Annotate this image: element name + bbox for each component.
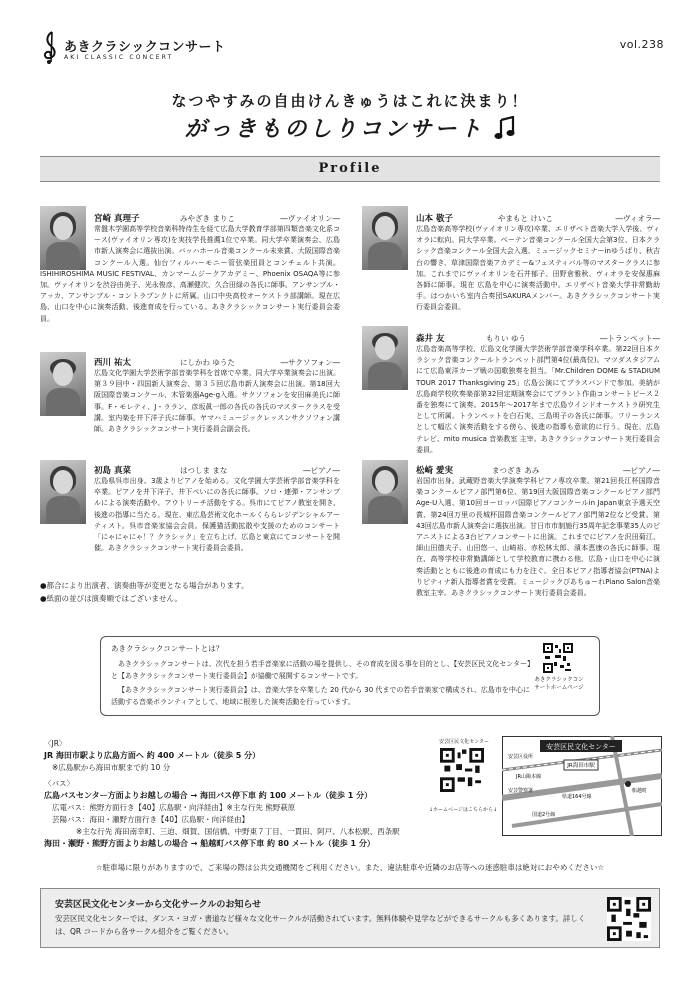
- access-jr-label: 〈JR〉: [44, 739, 67, 748]
- map-qr-caption: 安芸区民文化センター: [439, 739, 489, 745]
- performer-instrument: ―ピアノ―: [303, 466, 340, 475]
- performer-name: 山本 敬子: [416, 214, 453, 224]
- concert-title-wrap: [0, 112, 700, 143]
- circle-info-box: [40, 888, 660, 948]
- performer-name: 初島 真菜: [94, 466, 131, 476]
- map-label: JR山陽本線: [516, 774, 541, 780]
- parking-notice: ☆駐車場に限りがありますので、ご来場の際は公共交通機関をご利用ください。また、違法駐車や近隣のお店等への迷惑駐車は絶対におやめください☆: [95, 863, 605, 872]
- volume-number: vol.238: [619, 38, 664, 51]
- note-order: ●紙面の並びは演奏順ではございません。: [40, 594, 182, 603]
- about-box: [100, 636, 600, 716]
- performer-reading: もりい ゆう: [486, 334, 526, 343]
- map-label: 国道2号線: [532, 812, 556, 818]
- performer-bio: 広島県呉市出身。3歳よりピアノを始める。文化学園大学芸術学部音楽学科を卒業。ピアノを井下洋子、井下ぺいにの各氏に師事。ソロ・連弾・アンサンブルによる演奏活動や、アウトリーチ活動をする。呉市にてピアノ教室を開き、後進の指導に当たる。現在、東広島芸術文化ホールくららレジデンシャルアーティスト。呉市音楽家協会会員。保護猫活動拡散や支援のためのコンサート「にゃにゃにゃ！？クラシック」を立ち上げ、広島と東京にてコンサートを開催。あきクラシックコンサート実行委員会委員。: [94, 477, 340, 553]
- circle-title: 安芸区民文化センターから文化サークルのお知らせ: [55, 900, 262, 910]
- performer-photo: [362, 206, 408, 270]
- performer-card: [40, 352, 340, 442]
- circle-text: 安芸区民文化センターでは、ダンス・ヨガ・書道など様々な文化サークルが活動されています。無料体験や見学などができるサークルも多くあります。詳しくは、QR コードから各サークル紹介をご覧ください。: [55, 914, 586, 936]
- performer-photo: [40, 460, 86, 524]
- concert-subtitle: なつやすみの自由けんきゅうはこれに決まり！: [171, 92, 529, 110]
- performer-reading: まつざき あみ: [492, 466, 540, 475]
- performer-reading: にしかわ ゆうた: [180, 358, 235, 367]
- performer-card: [362, 206, 660, 326]
- performer-bio-overflow: [40, 224, 340, 325]
- map-center-label: 安芸区民文化センター: [546, 743, 616, 751]
- access-bus-label: 〈バス〉: [44, 779, 74, 788]
- performer-bio: 広島文化学園大学芸術学部音楽学科を首席で卒業、同大学卒業演奏会に出演。第３９回中・四国新人演奏会、第３５回広島市新人演奏会に出演。第18回大阪国際音楽コンクール、木管楽器Age-g入選。サクソフォンを安田麻美氏に師事。F・モレティ、J・ララン、彦坂眞一郎の各氏の各氏のマスタークラスを受講。室内楽を井下洋子氏に師事。ヤマハミュージックレッスンサクソフォン講師。あきクラシックコンサート実行委員会副会長。: [94, 369, 340, 434]
- music-note-icon: [494, 116, 516, 140]
- concert-title: がっきものしりコンサート: [184, 117, 485, 142]
- performer-instrument: ―ピアノ―: [623, 466, 660, 475]
- logo-sub: AKI CLASSIC CONCERT: [64, 54, 174, 61]
- map-label: 県道164号線: [562, 794, 592, 800]
- performer-instrument: ―サクソフォン―: [280, 358, 340, 367]
- performer-photo: [362, 326, 408, 390]
- access-bus-geiyo: 芸陽バス：海田・瀬野方面行き【40】広島駅・向洋経由】: [52, 815, 250, 824]
- access-jr-note: ※広島駅から海田市駅まで約 10 分: [52, 763, 171, 772]
- about-paragraph-2: 【あきクラシックコンサート実行委員会】は、音楽大学を卒業した 20 代から 30 代までの若手音楽家で構成され、広島市を中心に活動する音楽ボランティアとして、地域に根差した演奏活動を行っています。: [111, 686, 530, 706]
- access-bus-line: 広島バスセンター方面よりお越しの場合 → 海田バス停下車 約 100 メートル（徒歩 1 分）: [44, 791, 373, 800]
- performer-photo: [362, 460, 408, 524]
- note-change: ●都合により出演者、演奏曲等が変更となる場合があります。: [40, 581, 249, 590]
- performer-name: 宮崎 真理子: [94, 214, 140, 224]
- performer-reading: はつしま まな: [180, 466, 228, 475]
- map-station-label: JR海田市駅: [567, 763, 595, 769]
- performer-name: 松崎 愛実: [416, 466, 453, 476]
- about-title: あきクラシックコンサートとは？: [111, 644, 224, 653]
- performer-bio: 広島音楽高等学校(ヴァイオリン専攻)卒業、エリザベト音楽大学入学後、ヴィオラに転向。同大学卒業。ベーテン音楽コンクール全国大会第3位、日本クラシック音楽コンクール全国大会入選、ミュージックセミナーinゆうばり、秋吉台の響き、草津国際音楽アカデミー&フェスティバル等のマスタークラスに参加。これまでにヴァイオリンを石井郁子、田野倉雅秋、ヴィオラを安保惠麻 各師に師事。現在 広島を中心に演奏活動中。エリザベト音楽大学非常勤助手。はつかいち室内合奏団SAKURAメンバー。あきクラシックコンサート実行委員会委員。: [416, 225, 660, 312]
- performer-card: [362, 460, 660, 630]
- performer-photo: [40, 352, 86, 416]
- logo: [40, 30, 260, 66]
- profile-heading: Profile: [40, 156, 660, 182]
- circle-qr-icon[interactable]: [607, 897, 651, 941]
- performer-name: 西川 祐太: [94, 358, 131, 368]
- performer-instrument: ―トランペット―: [600, 334, 660, 343]
- map-label: 船越町: [632, 788, 648, 794]
- access-bus-hiroden: 広電バス：熊野方面行き【40】広島駅・向洋経由】※主な行先 熊野萩原: [52, 803, 296, 812]
- performer-instrument: ―ヴィオラ―: [615, 214, 660, 223]
- homepage-qr-caption: あきクラシックコンサートホームページ: [534, 677, 584, 691]
- performer-bio: 岩国市出身。武蔵野音楽大学演奏学科ピアノ専攻卒業。第21回長江杯国際音楽コンクールピアノ部門第6位、第19回大阪国際音楽コンクールピアノ部門Age-U入選、第10回ヨーロッパ国際ピアノコンクールin Japan東京予選天空賞、第24回万里の長城杯国際音楽コンクールピアノ部門第2位など受賞。第43回広島市新人演奏会に選抜出演。甘日市市制施行35周年記念事業35人のピアニストによる3台ピアノコンサートに出演。これまでにピアノを沢田菊江、細山田德夫子、山田悠一、山崎裕、赤松林太郎、濱本恵康の各氏に師事。現在、高等学校非常勤講師として学校教育に携わる他、広島・山口を中心に演奏活動とともに後進の育成にも力を注ぐ。全日本ピアノ指導者協会(PTNA)よりピティナ新人指導者賞を受賞。ミュージックぴあちゅーれPiano Salon音楽教室主宰。あきクラシックコンサート実行委員会委員。: [416, 477, 660, 598]
- performer-bio: 広島音楽高等学校、広島文化学園大学芸術学部音楽学科卒業。第22回日本クラシック音楽コンクールトランペット部門第4位(最高位)。マツダスタジアムにて広島東洋カープ戦の国歌独奏を担当。「Mr.Children DOME & STADIUM TOUR 2017 Thanksgiving 25」広島公演にてブラスバンドで参加。美納が広島商学校吹奏楽部第32回定期演奏会にてブラント作曲コンサートピース２番を独奏にて演奏。2015年～2017年まで広島ウインドオーケストラ研究生として所属。トランペットを白石実、三島明子の各氏に師事。フリーランスとして幅広く演奏活動をする傍ら、後進の指導も意欲的に行う。現在、広島テレビ、mito musica 音楽教室 主宰。あきクラシックコンサート実行委員会委員。: [416, 345, 660, 454]
- access-bus-geiyo-dest: ※主な行先 海田南幸町、三迫、畑賀、国信橋、中野東７丁目、一貫田、阿戸、八本松駅、西条駅: [76, 827, 400, 836]
- homepage-qr-icon[interactable]: [543, 643, 573, 673]
- center-qr-icon[interactable]: [440, 748, 484, 792]
- performer-reading: やまもと けいこ: [498, 214, 553, 223]
- performer-name: 森井 友: [416, 334, 445, 344]
- access-bus-line-2: 海田・瀬野・熊野方面よりお越しの場合 → 船越町バス停下車 約 80 メートル（徒歩 1 分）: [44, 839, 375, 848]
- logo-name: あきクラシックコンサート: [64, 40, 226, 55]
- performer-reading: みやざき まりこ: [180, 214, 235, 223]
- performer-card: [40, 460, 340, 570]
- bio-float-spacer: [40, 224, 94, 266]
- performer-instrument: ―ヴァイオリン―: [280, 214, 340, 223]
- access-map: [502, 736, 662, 836]
- about-paragraph-1: あきクラシックコンサートは、次代を担う若手音楽家に活動の場を提供し、その育成を図る事を目的とし、【安芸区民文化センター】と【あきクラシックコンサート実行委員会】が協働で展開するコンサートです。: [111, 660, 531, 680]
- map-label: 安芸区役所: [508, 754, 534, 760]
- access-jr-line: JR 海田市駅より広島方面へ 約 400 メートル（徒歩 5 分）: [44, 751, 261, 760]
- map-label: 安芸警察署: [508, 788, 534, 794]
- treble-clef-icon: [40, 30, 62, 64]
- performer-bio: 常盤木学園高等学校音楽科特待生を経て広島大学教育学部第四類音楽文化系コース(ヴァイオリン専攻)を実技学長推薦1位で卒業。同大学卒業演奏会、広島市新人演奏会に選抜出演。バッハホール音楽コンクール未来賞、大阪国際音楽コンクール入選。仙台フィルハーモニー管弦楽団員とコンチェルト共演。ISHIHIROSHIMA MUSIC FESTIVAL、カンマームジークアカデミー、Phoenix OSAQA等に参加。ヴァイオリンを渋谷由美子、光永俊彦、高瀬健次、久合田緑の各氏に師事。アンサンブル・アッカ、アンサンブル・コントラプンクトに所属。山口中央高校オーケストラ部講師。現在広島、山口を中心に演奏活動、後進育成を行っている。あきクラシックコンサート実行委員会委員。: [40, 225, 340, 323]
- performer-card: [362, 326, 660, 456]
- map-qr-caption-2: ↓ホームページはこちらから↓: [428, 807, 498, 813]
